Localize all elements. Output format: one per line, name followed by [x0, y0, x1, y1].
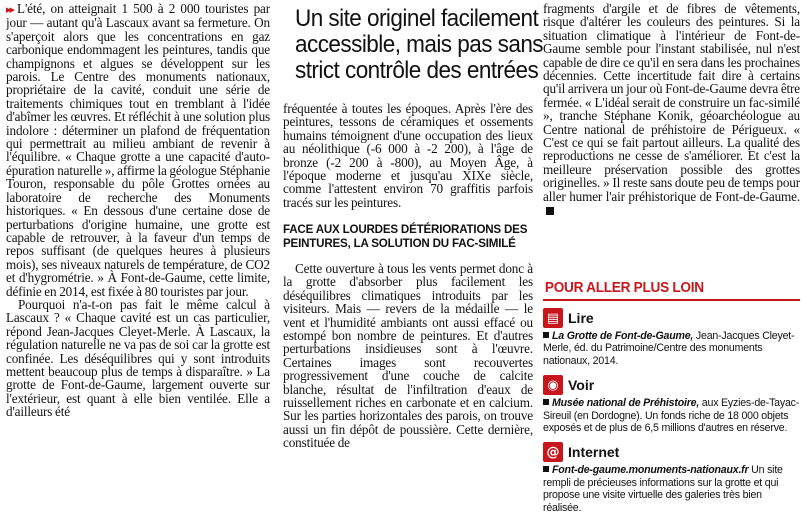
box-item-see-label: Voir	[568, 377, 595, 394]
col1-paragraph-2: Pourquoi n'a-t-on pas fait le même calcul à Lascaux ? « Chaque cavité est un cas particulier, répond Jean-Jacques Cleyet-Merle. À Lascaux, la régulation naturelle ne va pas de soi car la grotte est confinée. Les déséquilibres qui y sont introduits mettent beaucoup plus de temps à disparaître. » La grotte de Font-de-Gaume, largement ouverte sur l'extérieur, est quant à elle bien ventilée. Elle a d'ailleurs été	[6, 296, 270, 420]
bullet-square-icon	[543, 399, 549, 405]
column-3	[543, 2, 800, 258]
museum-name: Musée national de Préhistoire,	[552, 397, 700, 410]
book-icon: ▤	[543, 308, 563, 328]
box-item-read-text	[543, 330, 800, 367]
page-headline: Un site originel facilement accessible, mais pas sans strict contrôle des entrées	[295, 5, 544, 84]
end-of-article-mark	[546, 207, 554, 215]
section-subhead: FACE AUX LOURDES DÉTÉRIORATIONS DES PEINTURES, LA SOLUTION DU FAC-SIMILÉ	[283, 222, 528, 250]
box-item-read-label: Lire	[568, 310, 594, 326]
box-item-internet-label: Internet	[568, 444, 620, 461]
col3-paragraph-1	[543, 2, 800, 258]
book-title: La Grotte de Font-de-Gaume,	[552, 330, 694, 342]
website-details: Un site rempli de précieuses informations sur la grotte et qui propose une visite virtuelle des galeries très bien réalisée.	[543, 464, 783, 514]
lead-arrow-icon: ▸▸	[6, 3, 14, 16]
book-details: Jean-Jacques Cleyet-Merle, éd. du Patrimoine/Centre des monuments nationaux, 2014.	[543, 330, 795, 367]
box-item-internet-head	[543, 441, 800, 463]
eye-icon: ◉	[543, 375, 563, 395]
box-title: POUR ALLER PLUS LOIN	[544, 280, 704, 296]
box-item-internet	[543, 441, 800, 514]
col2-paragraph-2	[283, 262, 533, 462]
box-item-see-head	[543, 374, 800, 396]
bullet-square-icon	[543, 466, 549, 472]
box-item-see-text	[543, 397, 800, 434]
column-2	[283, 2, 544, 462]
col2-paragraph-1: fréquentée à toutes les époques. Après l'ère des peintures, tessons de céramiques et ossements humains témoignent d'une occupation des lieux au néolithique (-6 000 à -2 200), à l'âge de bronze (-2 200 à -800), au Moyen Âge, à l'époque moderne et jusqu'au XIXe siècle, comme l'attestent environ 70 graffitis parfois tracés sur les peintures.	[283, 102, 533, 210]
box-item-read-head	[543, 307, 800, 329]
col3-paragraph-1-text: fragments d'argile et de fibres de vêtements, risque d'altérer les couleurs des peintures. Si la situation climatique à l'intérieur de Font-de-Gaume semble pour l'instant stabilisée, nul n'est capable de dire ce qu'il en sera dans les prochaines décennies. Cette incertitude fait dire à certains qu'il arrivera un jour où Font-de-Gaume devra être fermée. « L'idéal serait de construire un fac-similé », tranche Stéphane Konik, géoarchéologue au Centre national de préhistoire de Périgueux. « C'est ce qui se fait partout ailleurs. La qualité des reproductions ne cesse de s'améliorer. Et c'est la meilleure préservation possible des grottes originelles. » Il reste sans doute peu de temps pour aller humer l'air préhistorique de Font-de-Gaume.	[543, 2, 800, 204]
col2-paragraph-2-text: Cette ouverture à tous les vents permet donc à la grotte d'absorber plus facilement les déséquilibres climatiques introduits par les visiteurs. Mais — revers de la médaille — le vent et l'humidité ambiants ont aussi effacé ou estompé bon nombre de peintures. Et d'autres perturbations insidieuses sont à l'œuvre. Certaines images sont recouvertes progressivement d'une couche de calcite blanche, résultat de l'infiltration d'eaux de ruissellement riches en carbonate et en calcium. Sur les parties horizontales des parois, on trouve aussi un fin dépôt de poussière. Cette dernière, constituée de	[283, 262, 533, 451]
bullet-square-icon	[543, 332, 549, 338]
box-item-internet-text	[543, 464, 800, 514]
article-body-col1	[6, 2, 270, 508]
col1-lead-paragraph: L'été, on atteignait 1 500 à 2 000 touristes par jour — autant qu'à Lascaux avant sa fermeture. On s'aperçoit alors que les concentrations en gaz carbonique endommagent les peintures, tandis que champignons et algues se développent sur les parois. Le Centre des monuments nationaux, propriétaire de la cavité, conduit une série de traitements chimiques tout en tremblant à l'idée d'abîmer les œuvres. Et réfléchit à une solution plus indolore : déterminer un plafond de fréquentation qui permettrait au milieu ambiant de revenir à l'équilibre. « Chaque grotte a une capacité d'auto-épuration naturelle », affirme la géologue Stéphanie Touron, responsable du pôle Grottes ornées au laboratoire de recherche des Monuments historiques. « En dessous d'une certaine dose de perturbations d'origine humaine, une grotte est capable de retrouver, à la faveur d'un temps de repos suffisant (de quelques heures à plusieurs mois), ses niveaux naturels de température, de CO2 et d'hygrométrie. » À Font-de-Gaume, cette limite, définie en 2014, est fixée à 80 touristes par jour.	[6, 2, 270, 299]
box-item-read	[543, 307, 800, 367]
at-icon: @	[543, 442, 563, 462]
column-1	[6, 2, 270, 508]
museum-details: aux Eyzies-de-Tayac-Sireuil (en Dordogne). Un fonds riche de 18 000 objets exposés et de plus de 6,5 millions d'autres en réserve.	[543, 397, 800, 435]
box-item-see	[543, 374, 800, 434]
box-divider	[543, 299, 800, 301]
website-link[interactable]: Font-de-gaume.monuments-nationaux.fr	[552, 464, 749, 477]
further-reading-box	[543, 280, 800, 521]
